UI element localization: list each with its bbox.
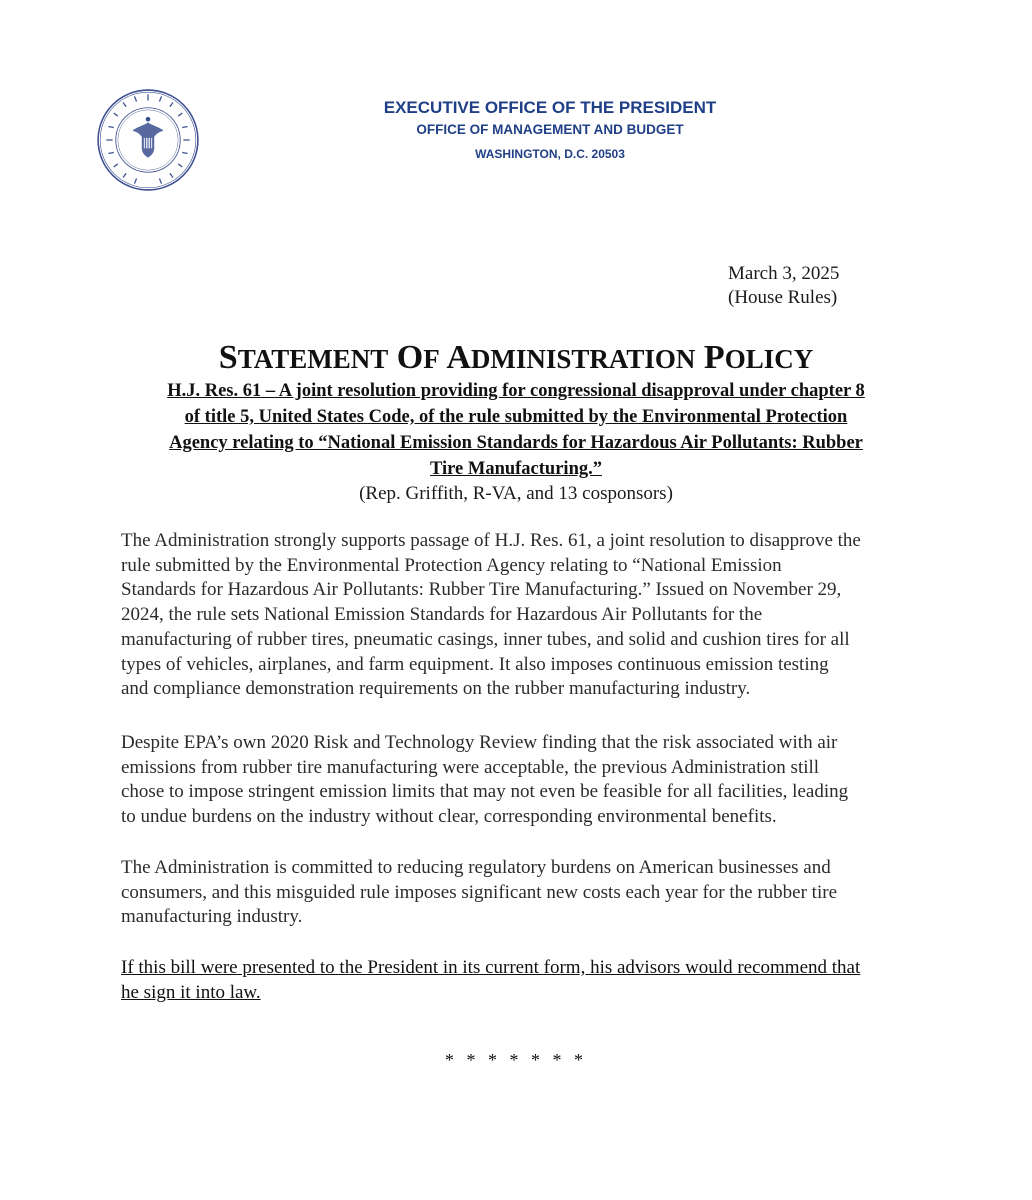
- paragraph-risk-review: [121, 731, 921, 830]
- paragraph-line: manufacturing industry.: [121, 906, 303, 928]
- end-marks: * * * * * * *: [445, 1050, 587, 1070]
- paragraph-line: types of vehicles, airplanes, and farm equipment. It also imposes continuous emission testing: [121, 653, 829, 675]
- letterhead: [300, 97, 800, 164]
- paragraph-line: he sign it into law.: [121, 981, 261, 1003]
- paragraph-line: manufacturing of rubber tires, pneumatic casings, inner tubes, and solid and cushion tires for all: [121, 628, 850, 650]
- title-initial: S: [218, 339, 238, 376]
- title-initial: O: [396, 339, 424, 376]
- title-rest: DMINISTRATION: [470, 344, 696, 374]
- paragraph-line: 2024, the rule sets National Emission Standards for Hazardous Air Pollutants for the: [121, 604, 763, 626]
- paragraph-line: The Administration strongly supports passage of H.J. Res. 61, a joint resolution to disapprove the: [121, 530, 861, 551]
- paragraph-regulatory-burden: [121, 856, 921, 930]
- paragraph-line: rule submitted by the Environmental Protection Agency relating to “National Emission: [121, 554, 782, 576]
- paragraph-line: The Administration is committed to reducing regulatory burdens on American businesses and: [121, 857, 831, 878]
- paragraph-line: and compliance demonstration requirements on the rubber manufacturing industry.: [121, 678, 751, 700]
- title-rest: F: [423, 344, 440, 374]
- letterhead-address: WASHINGTON, D.C. 20503: [475, 147, 625, 161]
- paragraph-line: chose to impose stringent emission limits that may not even be feasible for all facilities, leading: [121, 781, 849, 803]
- title-initial: P: [703, 339, 725, 376]
- paragraph-line: Standards for Hazardous Air Pollutants: Rubber Tire Manufacturing.” Issued on November 29,: [121, 579, 842, 601]
- sponsor-line: (Rep. Griffith, R-VA, and 13 cosponsors): [359, 483, 673, 504]
- title-initial: A: [446, 339, 471, 376]
- document-title: [0, 336, 1032, 381]
- paragraph-line: Despite EPA’s own 2020 Risk and Technology Review finding that the risk associated with air: [121, 732, 838, 753]
- paragraph-line: If this bill were presented to the President in its current form, his advisors would recommend that: [121, 957, 861, 978]
- executive-office-seal-icon: [96, 88, 200, 192]
- paragraph-recommendation: [121, 956, 921, 1005]
- subject-line: Agency relating to “National Emission Standards for Hazardous Air Pollutants: Rubber: [169, 433, 863, 453]
- document-date: March 3, 2025: [728, 263, 840, 284]
- title-rest: OLICY: [724, 344, 814, 374]
- resolution-subject: [118, 378, 914, 482]
- paragraph-line: to undue burdens on the industry without clear, corresponding environmental benefits.: [121, 806, 777, 828]
- paragraph-line: emissions from rubber tire manufacturing were acceptable, the previous Administration still: [121, 756, 820, 778]
- letterhead-office: EXECUTIVE OFFICE OF THE PRESIDENT: [383, 98, 717, 117]
- subject-line: H.J. Res. 61 – A joint resolution providing for congressional disapproval under chapter 8: [167, 381, 865, 401]
- title-rest: TATEMENT: [237, 344, 389, 374]
- paragraph-support: [121, 529, 921, 702]
- paragraph-line: consumers, and this misguided rule imposes significant new costs each year for the rubber tire: [121, 881, 837, 903]
- letterhead-omb: OFFICE OF MANAGEMENT AND BUDGET: [416, 122, 684, 137]
- subject-line: of title 5, United States Code, of the rule submitted by the Environmental Protection: [184, 407, 848, 427]
- house-rules-label: (House Rules): [728, 287, 838, 308]
- subject-line: Tire Manufacturing.”: [430, 459, 602, 479]
- date-block: [728, 262, 839, 310]
